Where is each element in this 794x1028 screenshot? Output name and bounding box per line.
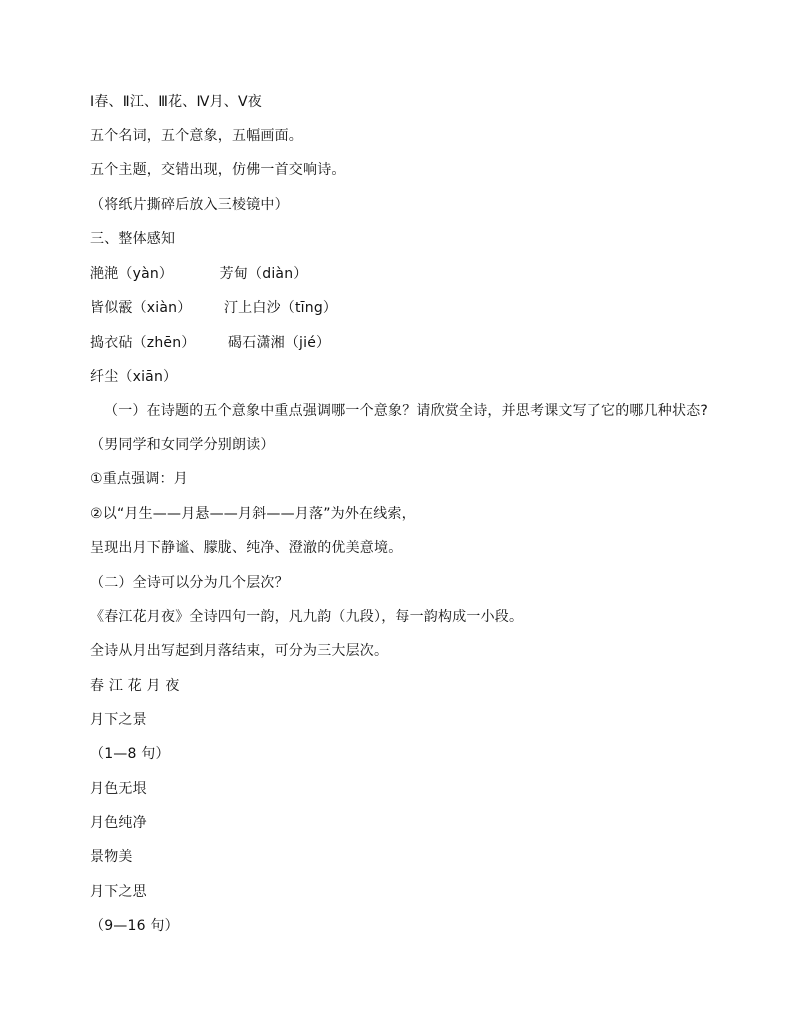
pinyin-line-2: 皆似霰（xiàn） 汀上白沙（tīng）	[90, 300, 338, 316]
poem-title: 春 江 花 月 夜	[90, 678, 180, 694]
layer-two-range: （9—16 句）	[90, 918, 179, 934]
pinyin-line-1: 滟滟（yàn） 芳甸（diàn）	[90, 266, 308, 282]
layer-one-heading: 月下之景	[90, 712, 147, 728]
text-line-prism-note: （将纸片撕碎后放入三棱镜中）	[90, 197, 289, 213]
structure-note-2: 全诗从月出写起到月落结束，可分为三大层次。	[90, 643, 389, 659]
answer-point-2-continued: 呈现出月下静谧、朦胧、纯净、澄澈的优美意境。	[90, 540, 403, 556]
text-line-themes: 五个主题，交错出现，仿佛一首交响诗。	[90, 162, 346, 178]
layer-one-point-2: 月色纯净	[90, 815, 147, 831]
answer-point-1: ①重点强调：月	[90, 471, 188, 487]
section-heading-overview: 三、整体感知	[90, 231, 176, 247]
pinyin-line-3: 捣衣砧（zhēn） 碣石潇湘（jié）	[90, 335, 331, 351]
layer-one-point-3: 景物美	[90, 849, 133, 865]
text-line-nouns: 五个名词，五个意象，五幅画面。	[90, 128, 303, 144]
pinyin-line-4: 纤尘（xiān）	[90, 369, 178, 385]
reading-note: （男同学和女同学分别朗读）	[90, 437, 275, 453]
structure-note-1: 《春江花月夜》全诗四句一韵，凡九韵（九段），每一韵构成一小段。	[90, 609, 524, 625]
answer-point-2: ②以“月生——月悬——月斜——月落”为外在线索，	[90, 506, 416, 522]
question-one: （一）在诗题的五个意象中重点强调哪一个意象？请欣赏全诗，并思考课文写了它的哪几种状态?	[104, 403, 709, 419]
poem-title-numerals: Ⅰ春、Ⅱ江、Ⅲ花、Ⅳ月、Ⅴ夜	[90, 94, 262, 110]
layer-one-point-1: 月色无垠	[90, 781, 147, 797]
question-two: （二）全诗可以分为几个层次？	[90, 575, 289, 591]
layer-two-heading: 月下之思	[90, 884, 147, 900]
layer-one-range: （1—8 句）	[90, 746, 170, 762]
